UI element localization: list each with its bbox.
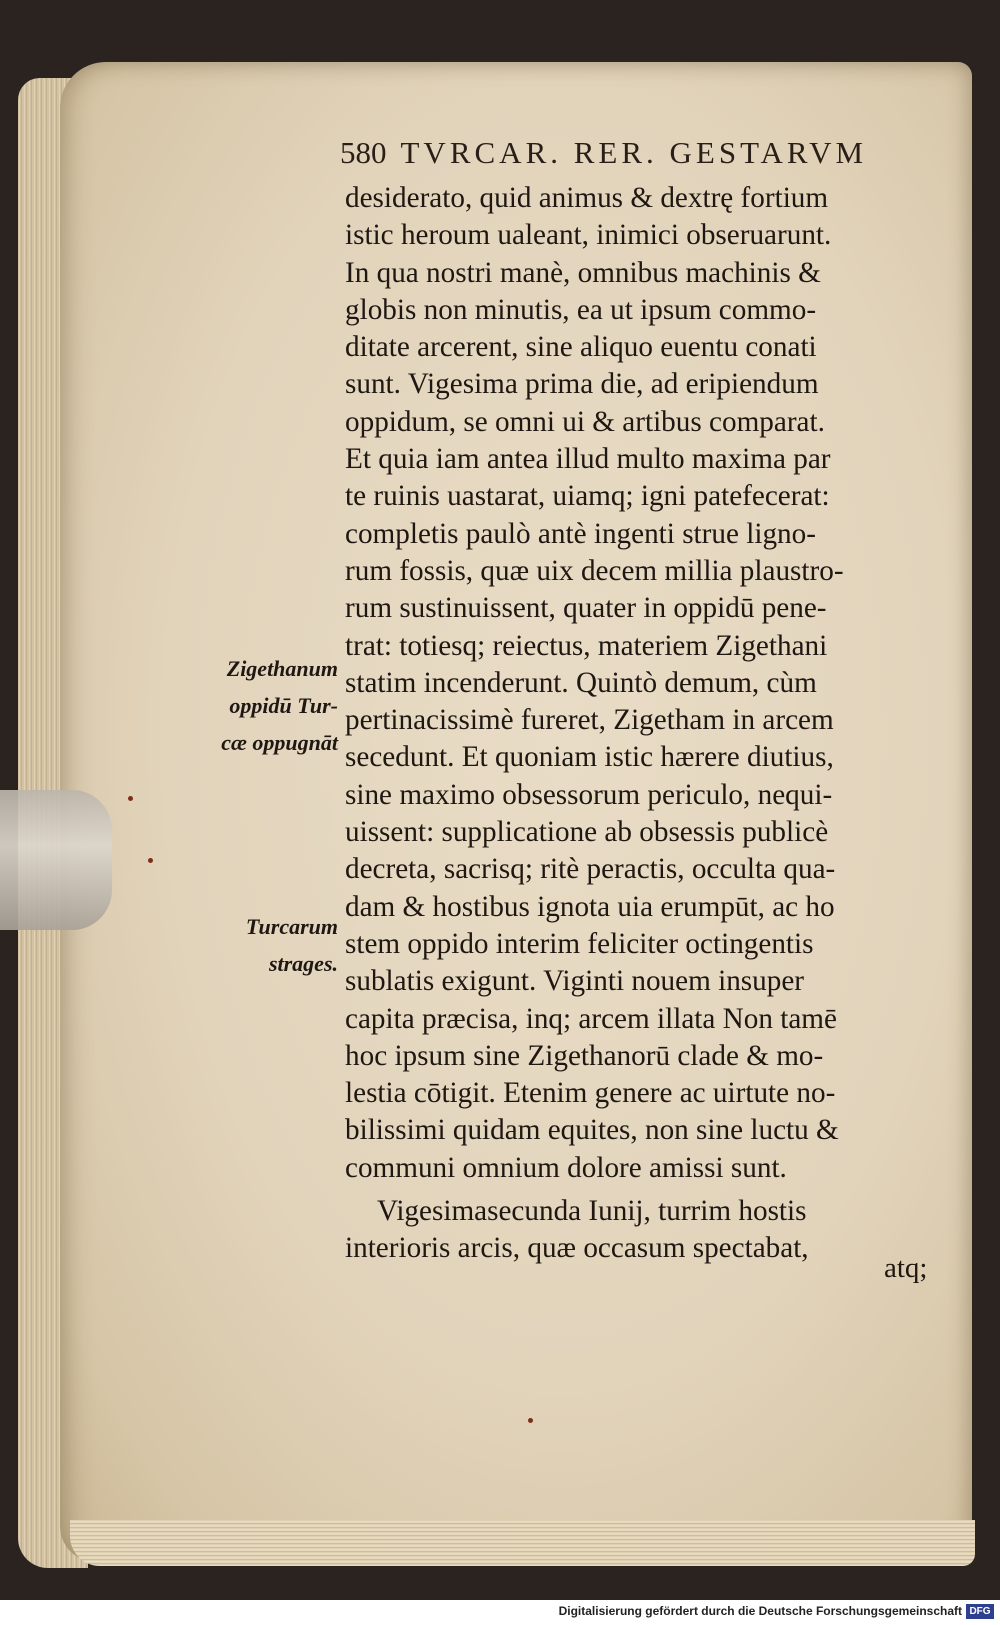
text-line: completis paulò antè ingenti strue ligno-	[345, 517, 816, 550]
text-line: sine maximo obsessorum periculo, nequi-	[345, 778, 833, 811]
footer-bar	[0, 1600, 1000, 1625]
marginal-line: strages.	[268, 951, 338, 976]
text-line: rum fossis, quæ uix decem millia plaustro-	[345, 554, 844, 587]
text-line: te ruinis uastarat, uiamq; igni patefecerat:	[345, 480, 830, 513]
text-line: pertinacissimè fureret, Zigetham in arcem	[345, 704, 834, 737]
marginal-note-siege	[180, 650, 338, 761]
ink-speck	[528, 1418, 533, 1423]
text-line: interioris arcis, quæ occasum spectabat,	[345, 1232, 809, 1265]
text-line: ditate arcerent, sine aliquo euentu conati	[345, 331, 817, 364]
ink-speck	[128, 796, 133, 801]
page-clip	[0, 790, 112, 930]
text-line: uissent: supplicatione ab obsessis publicè	[345, 816, 829, 849]
marginal-note-slaughter	[180, 908, 338, 982]
marginal-line: oppidū Tur-	[229, 693, 338, 718]
text-line: secedunt. Et quoniam istic hærere diutius,	[345, 741, 834, 774]
marginal-line: Zigethanum	[226, 656, 338, 681]
running-title: TVRCAR. RER. GESTARVM	[400, 135, 868, 170]
text-line: sunt. Vigesima prima die, ad eripiendum	[345, 368, 819, 401]
text-line: desiderato, quid animus & dextrę fortium	[345, 182, 829, 214]
text-line: trat: totiesq; reiectus, materiem Zigethani	[345, 629, 828, 662]
text-line: decreta, sacrisq; ritè peractis, occulta qua-	[345, 853, 836, 886]
book-bottom-edge	[70, 1520, 975, 1566]
text-line: hoc ipsum sine Zigethanorū clade & mo-	[345, 1039, 824, 1072]
text-line: dam & hostibus ignota uia erumpūt, ac ho	[345, 890, 835, 923]
text-line: In qua nostri manè, omnibus machinis &	[345, 256, 821, 289]
footer-credit: Digitalisierung gefördert durch die Deutsche Forschungsgemeinschaft	[558, 1604, 962, 1618]
marginal-line: Turcarum	[245, 914, 338, 939]
ink-speck	[148, 858, 153, 863]
dfg-logo: DFG	[966, 1604, 994, 1619]
text-line: rum sustinuissent, quater in oppidū pene-	[345, 592, 827, 625]
text-line: istic heroum ualeant, inimici obseruarunt.	[345, 219, 832, 252]
text-line: statim incenderunt. Quintò demum, cùm	[345, 666, 817, 699]
text-line: globis non minutis, ea ut ipsum commo-	[345, 293, 817, 326]
text-line: communi omnium dolore amissi sunt.	[345, 1151, 787, 1184]
catchword: atq;	[884, 1252, 928, 1284]
text-line: oppidum, se omni ui & artibus comparat.	[345, 405, 825, 438]
body-text	[345, 180, 955, 1268]
text-line: Vigesimasecunda Iunij, turrim hostis	[377, 1195, 807, 1228]
running-header	[340, 135, 900, 177]
text-line: stem oppido interim feliciter octingentis	[345, 927, 814, 960]
text-line: sublatis exigunt. Viginti nouem insuper	[345, 965, 805, 998]
text-line: capita præcisa, inq; arcem illata Non tamē	[345, 1002, 837, 1035]
text-line: lestia cōtigit. Etenim genere ac uirtute no-	[345, 1077, 836, 1110]
page-number: 580	[340, 135, 387, 170]
marginal-line: cæ oppugnāt	[221, 730, 338, 755]
text-line: bilissimi quidam equites, non sine luctu &	[345, 1114, 839, 1147]
text-line: Et quia iam antea illud multo maxima par	[345, 443, 831, 476]
